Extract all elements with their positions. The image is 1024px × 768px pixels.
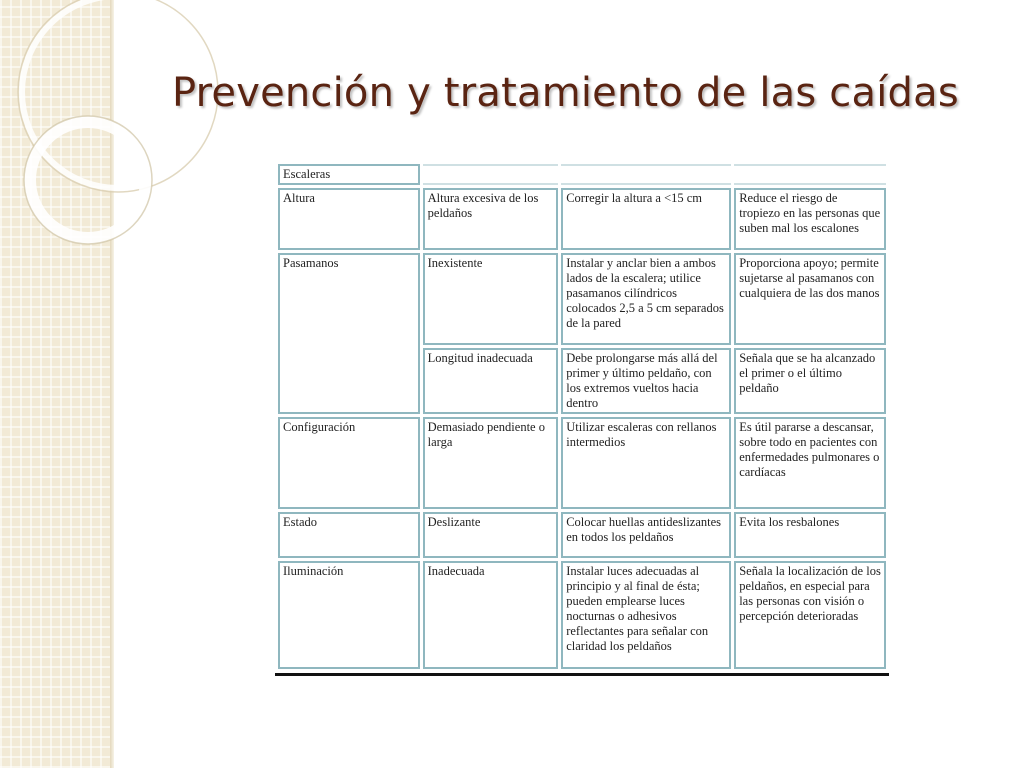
stairs-prevention-table xyxy=(275,161,889,672)
category-cell: Pasamanos xyxy=(278,253,420,414)
action-cell: Corregir la altura a <15 cm xyxy=(561,188,731,250)
benefit-cell: Es útil pararse a descansar, sobre todo en pacientes con enfermedades pulmonares o cardíacas xyxy=(734,417,886,509)
table-row xyxy=(278,253,886,345)
table-header-cell: Escaleras xyxy=(278,164,420,185)
table-row xyxy=(278,417,886,509)
benefit-cell: Señala que se ha alcanzado el primer o el último peldaño xyxy=(734,348,886,414)
benefit-cell: Señala la localización de los peldaños, en especial para las personas con visión o percepción deterioradas xyxy=(734,561,886,669)
action-cell: Instalar y anclar bien a ambos lados de la escalera; utilice pasamanos cilíndricos colocados 2,5 a 5 cm separados de la pared xyxy=(561,253,731,345)
action-cell: Colocar huellas antideslizantes en todos los peldaños xyxy=(561,512,731,558)
empty-header-cell xyxy=(423,164,559,185)
category-cell: Iluminación xyxy=(278,561,420,669)
category-cell: Configuración xyxy=(278,417,420,509)
benefit-cell: Evita los resbalones xyxy=(734,512,886,558)
table-row xyxy=(278,512,886,558)
category-cell: Altura xyxy=(278,188,420,250)
empty-header-cell xyxy=(561,164,731,185)
problem-cell: Longitud inadecuada xyxy=(423,348,559,414)
action-cell: Debe prolongarse más allá del primer y último peldaño, con los extremos vueltos hacia dentro xyxy=(561,348,731,414)
problem-cell: Deslizante xyxy=(423,512,559,558)
benefit-cell: Reduce el riesgo de tropiezo en las personas que suben mal los escalones xyxy=(734,188,886,250)
problem-cell: Demasiado pendiente o larga xyxy=(423,417,559,509)
table-row xyxy=(278,188,886,250)
empty-header-cell xyxy=(734,164,886,185)
category-cell: Estado xyxy=(278,512,420,558)
slide-title: Prevención y tratamiento de las caídas xyxy=(172,70,959,116)
decorative-circles xyxy=(0,0,160,260)
problem-cell: Inexistente xyxy=(423,253,559,345)
benefit-cell: Proporciona apoyo; permite sujetarse al pasamanos con cualquiera de las dos manos xyxy=(734,253,886,345)
problem-cell: Inadecuada xyxy=(423,561,559,669)
table-header-row xyxy=(278,164,886,185)
table-row xyxy=(278,561,886,669)
action-cell: Utilizar escaleras con rellanos intermedios xyxy=(561,417,731,509)
action-cell: Instalar luces adecuadas al principio y al final de ésta; pueden emplearse luces nocturnas o adhesivos reflectantes para señalar con claridad los peldaños xyxy=(561,561,731,669)
falls-table-container xyxy=(275,161,889,676)
problem-cell: Altura excesiva de los peldaños xyxy=(423,188,559,250)
